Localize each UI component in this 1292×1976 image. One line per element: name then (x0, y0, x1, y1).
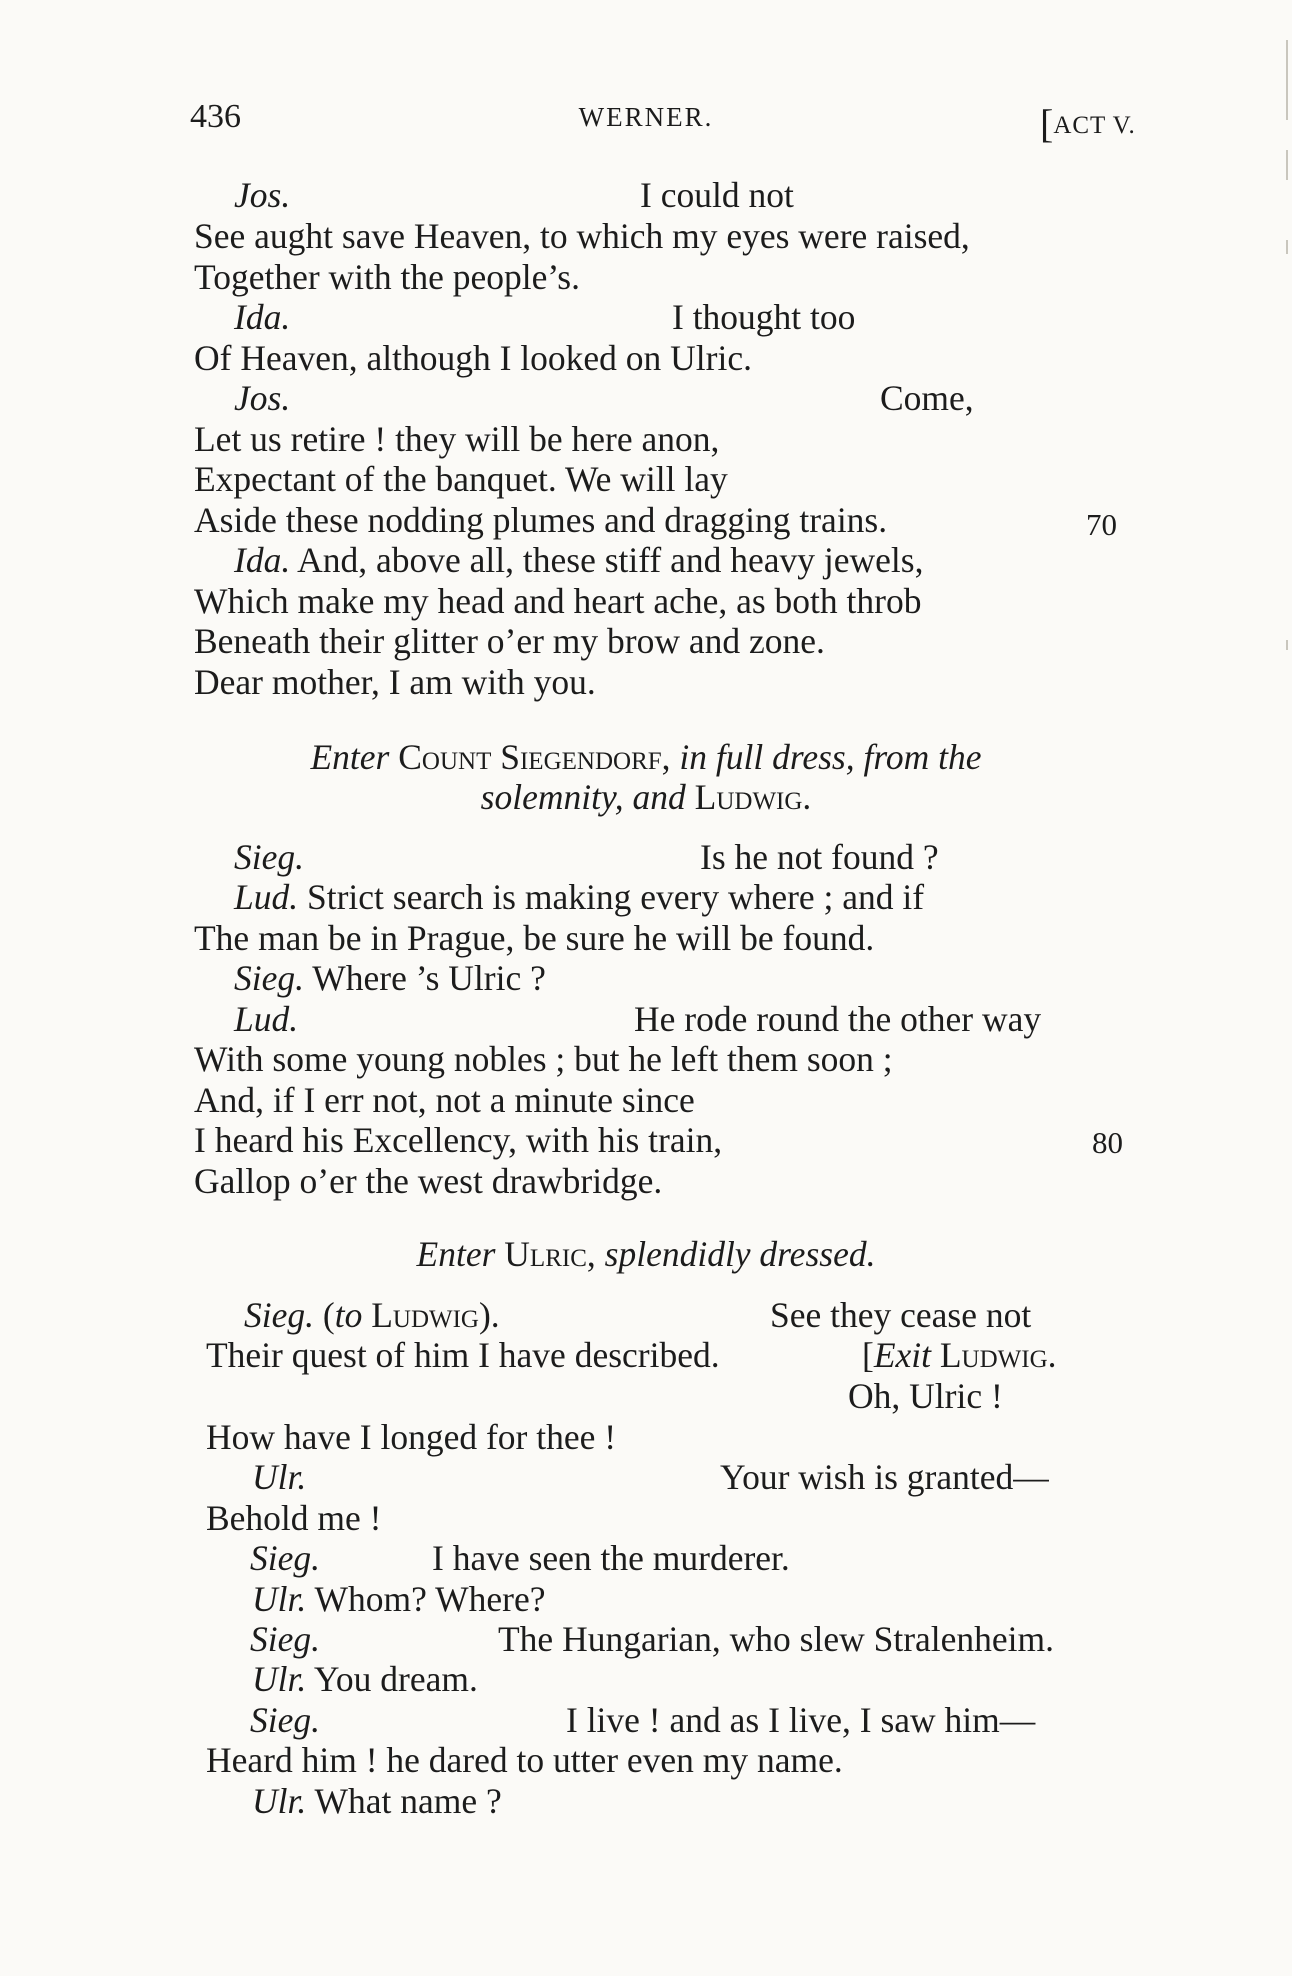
verse-line: Gallop o’er the west drawbridge. (194, 1161, 663, 1201)
stage-direction-line (0, 737, 1292, 777)
and-word: and (632, 777, 686, 817)
verse-line: I have seen the murderer. (432, 1538, 790, 1578)
verse-line: Together with the people’s. (194, 257, 580, 297)
verse-line: And, if I err not, not a minute since (194, 1080, 695, 1120)
speaker-jos: Jos. (234, 378, 291, 418)
speaker-lud: Lud. (234, 877, 299, 917)
speaker-sieg: Sieg. (250, 1700, 320, 1740)
verse-line: I could not (640, 175, 794, 215)
speaker-sieg: Sieg. (234, 958, 304, 998)
verse-line: Behold me ! (206, 1498, 382, 1538)
verse-line: See they cease not (770, 1295, 1032, 1335)
stage-description: solemnity, (480, 777, 624, 817)
page-edge-marks (1278, 20, 1292, 1420)
speaker-ulr: Ulr. (252, 1659, 307, 1699)
verse-line: Heard him ! he dared to utter even my name. (206, 1740, 843, 1780)
verse-line: Their quest of him I have described. (206, 1335, 720, 1375)
stage-description: in full dress, from the (679, 737, 982, 777)
character-name: Count Siegendorf, (398, 737, 671, 777)
running-title: WERNER. (578, 102, 714, 132)
speech-text: Strict search is making every where ; and if (307, 877, 925, 917)
speaker-ida: Ida. (234, 540, 291, 580)
edge-mark (1286, 40, 1288, 120)
verse-line (234, 877, 925, 917)
verse-line: I live ! and as I live, I saw him— (566, 1700, 1036, 1740)
speech-text: Where ’s Ulric ? (312, 958, 546, 998)
paren: ( (322, 1295, 335, 1335)
speaker-ulr: Ulr. (252, 1457, 307, 1497)
character-name: Ludwig. (694, 777, 812, 817)
speaker-sieg: Sieg. (250, 1619, 320, 1659)
verse-line (244, 1295, 500, 1335)
act-bracket: [ (1040, 101, 1054, 146)
speech-text: And, above all, these stiff and heavy jewels, (297, 540, 924, 580)
speaker-sieg: Sieg. (250, 1538, 320, 1578)
verse-line: Expectant of the banquet. We will lay (194, 459, 728, 499)
speaker-ida: Ida. (234, 297, 291, 337)
verse-line: How have I longed for thee ! (206, 1417, 617, 1457)
verse-line: Let us retire ! they will be here anon, (194, 419, 720, 459)
verse-line (252, 1579, 546, 1619)
verse-line: Come, (880, 378, 974, 418)
verse-line: The man be in Prague, be sure he will be found. (194, 918, 875, 958)
verse-line: Aside these nodding plumes and dragging trains. (194, 500, 888, 540)
enter-word: Enter (310, 737, 390, 777)
stage-direction-line (0, 1234, 1292, 1274)
page-header (0, 98, 1292, 148)
verse-line: Beneath their glitter o’er my brow and zone. (194, 621, 825, 661)
verse-line: Of Heaven, although I looked on Ulric. (194, 338, 752, 378)
verse-line: I heard his Excellency, with his train, (194, 1120, 723, 1160)
speaker-ulr: Ulr. (252, 1579, 307, 1619)
exit-direction (862, 1335, 1057, 1375)
line-number: 80 (1092, 1125, 1123, 1160)
character-name: Ludwig. (939, 1335, 1057, 1375)
verse-line (252, 1781, 502, 1821)
verse-line (252, 1659, 478, 1699)
act-label (1040, 100, 1136, 147)
stage-description: splendidly dressed. (604, 1234, 876, 1274)
verse-line: Is he not found ? (700, 837, 939, 877)
verse-line (234, 958, 546, 998)
verse-line (234, 540, 924, 580)
verse-line: See aught save Heaven, to which my eyes were raised, (194, 216, 970, 256)
to-word: to (334, 1295, 363, 1335)
speaker-lud: Lud. (234, 999, 299, 1039)
verse-line: He rode round the other way (634, 999, 1042, 1039)
edge-mark (1286, 640, 1288, 650)
verse-line: With some young nobles ; but he left them soon ; (194, 1039, 893, 1079)
paren: ). (478, 1295, 500, 1335)
verse-line: Which make my head and heart ache, as both throb (194, 581, 922, 621)
line-number: 70 (1086, 507, 1117, 542)
edge-mark (1286, 240, 1288, 254)
speech-text: What name ? (314, 1781, 502, 1821)
speaker-ulr: Ulr. (252, 1781, 307, 1821)
speech-text: You dream. (313, 1659, 478, 1699)
speaker-sieg: Sieg. (234, 837, 304, 877)
act-text: ACT V. (1053, 112, 1136, 139)
character-name: Ludwig (371, 1295, 479, 1335)
character-name: Ulric, (504, 1234, 596, 1274)
verse-line: Dear mother, I am with you. (194, 662, 596, 702)
exit-word: Exit (873, 1335, 931, 1375)
speech-text: Whom? Where? (314, 1579, 546, 1619)
speaker-jos: Jos. (234, 175, 291, 215)
verse-line: I thought too (672, 297, 856, 337)
enter-word: Enter (416, 1234, 496, 1274)
verse-line: The Hungarian, who slew Stralenheim. (498, 1619, 1055, 1659)
page-number: 436 (190, 98, 241, 135)
edge-mark (1286, 150, 1288, 180)
exit-bracket: [ (862, 1335, 874, 1375)
verse-line: Your wish is granted— (720, 1457, 1049, 1497)
verse-line: Oh, Ulric ! (848, 1376, 1003, 1416)
stage-direction-line (0, 777, 1292, 817)
speaker-sieg: Sieg. (244, 1295, 314, 1335)
